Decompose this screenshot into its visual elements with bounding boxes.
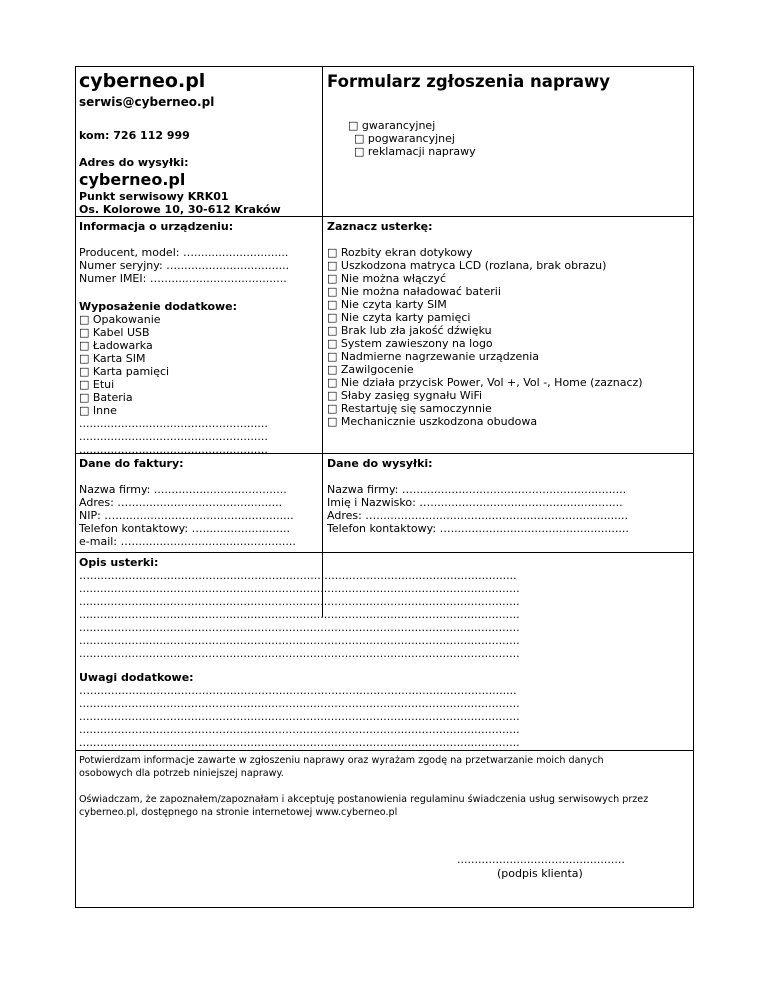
repair-form — [75, 66, 694, 908]
repair-type-option[interactable] — [354, 132, 455, 145]
checkbox-item[interactable]: □ Rozbity ekran dotykowy — [327, 246, 473, 259]
option-label: gwarancyjnej — [361, 119, 436, 132]
checkbox-item[interactable]: □ Bateria — [79, 391, 133, 404]
section-title: Uwagi dodatkowe: — [79, 671, 194, 684]
checkbox-item[interactable]: □ Uszkodzona matryca LCD (rozlana, brak obrazu) — [327, 259, 607, 272]
brand-name: cyberneo.pl — [79, 70, 206, 92]
blank-line[interactable]: .............................................................................................................................. — [79, 697, 520, 710]
section-title: Dane do faktury: — [79, 457, 184, 470]
checkbox-item[interactable]: □ Nie można włączyć — [327, 272, 447, 285]
checkbox-item[interactable]: □ System zawieszony na logo — [327, 337, 493, 350]
field-line[interactable]: e-mail: …............................................... — [79, 535, 296, 548]
option-label: pogwarancyjnej — [367, 132, 455, 145]
shipping-address-label: Adres do wysyłki: — [79, 156, 189, 169]
field-line[interactable]: Numer IMEI: ….................................... — [79, 272, 287, 285]
field-line[interactable]: Nazwa firmy: ...................................... — [79, 483, 287, 496]
repair-type-option[interactable] — [354, 145, 476, 158]
checkbox-item[interactable]: □ Opakowanie — [79, 313, 161, 326]
checkbox-item[interactable]: □ Kabel USB — [79, 326, 150, 339]
repair-type-options — [327, 106, 692, 171]
company-block — [79, 70, 319, 216]
fault-description-section — [79, 556, 691, 660]
divider — [76, 750, 693, 751]
divider — [322, 67, 323, 216]
checkbox-item[interactable]: □ Karta SIM — [79, 352, 146, 365]
checkbox-item[interactable]: □ Ładowarka — [79, 339, 153, 352]
checkbox[interactable]: □ — [353, 145, 365, 158]
blank-line[interactable]: .............................................................................................................................. — [79, 736, 520, 749]
option-label: reklamacji naprawy — [367, 145, 476, 158]
shipping-section — [327, 457, 691, 535]
form-title-block — [327, 72, 692, 171]
signature-label: (podpis klienta) — [497, 867, 583, 880]
section-title: Informacja o urządzeniu: — [79, 220, 234, 233]
blank-line[interactable]: .............................................................................................................................. — [79, 608, 520, 621]
blank-line[interactable]: ...................................................... — [79, 443, 268, 456]
faults-section — [327, 220, 692, 428]
blank-line[interactable]: .............................................................................................................................. — [79, 582, 520, 595]
field-line[interactable]: Imię i Nazwisko: …....................................................... — [327, 496, 623, 509]
checkbox-item[interactable]: □ Słaby zasięg sygnału WiFi — [327, 389, 483, 402]
checkbox-item[interactable]: □ Nie czyta karty SIM — [327, 298, 447, 311]
blank-line[interactable]: .............................................................................................................................. — [79, 647, 520, 660]
notes-section — [79, 671, 691, 749]
checkbox-item[interactable]: □ Brak lub zła jakość dźwięku — [327, 324, 492, 337]
blank-line[interactable]: .............................................................................................................................. — [79, 710, 520, 723]
checkbox-item[interactable]: □ Mechanicznie uszkodzona obudowa — [327, 415, 538, 428]
section-title: Zaznacz usterkę: — [327, 220, 433, 233]
invoice-section — [79, 457, 319, 548]
accessories-title: Wyposażenie dodatkowe: — [79, 300, 238, 313]
consent-text: Potwierdzam informacje zawarte w zgłoszeniu naprawy oraz wyrażam zgodę na przetwarzanie moich danych osobowych dla potrzeb niniejszej naprawy. — [79, 755, 604, 779]
field-line[interactable]: Telefon kontaktowy: …......................... — [79, 522, 290, 535]
section-title: Opis usterki: — [79, 556, 159, 569]
checkbox-item[interactable]: □ Etui — [79, 378, 115, 391]
checkbox-item[interactable]: □ Zawilgocenie — [327, 363, 414, 376]
company-email: serwis@cyberneo.pl — [79, 95, 215, 109]
field-line[interactable]: Producent, model: …........................... — [79, 246, 289, 259]
blank-line[interactable]: .............................................................................................................................. — [79, 621, 520, 634]
company-phone: kom: 726 112 999 — [79, 129, 190, 142]
declaration-text: Oświadczam, że zapoznałem/zapoznałam i akceptuję postanowienia regulaminu świadczenia usług serwisowych przez cyberneo.pl, dostępnego na stronie internetowej www.cyberneo.pl — [79, 794, 649, 818]
blank-line[interactable]: ...................................................... — [79, 430, 268, 443]
checkbox-item[interactable]: □ Nadmierne nagrzewanie urządzenia — [327, 350, 540, 363]
field-line[interactable]: Nazwa firmy: …............................................................. — [327, 483, 627, 496]
field-line[interactable]: Adres: …............................................ — [79, 496, 283, 509]
divider — [76, 552, 693, 553]
checkbox[interactable]: □ — [353, 132, 365, 145]
checkbox-item[interactable]: □ Nie można naładować baterii — [327, 285, 501, 298]
checkbox-item[interactable]: □ Karta pamięci — [79, 365, 170, 378]
blank-line[interactable]: ...................................................... — [79, 417, 268, 430]
field-line[interactable]: Numer seryjny: …................................ — [79, 259, 290, 272]
checkbox-item[interactable]: □ Inne — [79, 404, 117, 417]
repair-type-option[interactable] — [348, 119, 435, 132]
shipping-address-line: Punkt serwisowy KRK01 — [79, 190, 229, 203]
checkbox-item[interactable]: □ Nie czyta karty pamięci — [327, 311, 471, 324]
shipping-brand: cyberneo.pl — [79, 170, 186, 189]
section-title: Dane do wysyłki: — [327, 457, 433, 470]
checkbox-item[interactable]: □ Restartuję się samoczynnie — [327, 402, 492, 415]
field-line[interactable]: Telefon kontaktowy: …................................................... — [327, 522, 629, 535]
checkbox[interactable]: □ — [347, 119, 359, 132]
device-info-section — [79, 220, 319, 456]
footer-section — [79, 754, 679, 819]
field-line[interactable]: Adres: …........................................................................ — [327, 509, 629, 522]
blank-line[interactable]: .............................................................................................................................. — [79, 634, 520, 647]
signature-line[interactable]: ................................................ — [457, 853, 625, 866]
checkbox-item[interactable]: □ Nie działa przycisk Power, Vol +, Vol -, Home (zaznacz) — [327, 376, 643, 389]
blank-line[interactable]: ….......................................................................................................................... — [79, 569, 517, 582]
blank-line[interactable]: .............................................................................................................................. — [79, 723, 520, 736]
blank-line[interactable]: .............................................................................................................................. — [79, 595, 520, 608]
divider — [76, 216, 693, 217]
form-title: Formularz zgłoszenia naprawy — [327, 72, 611, 91]
field-line[interactable]: NIP: …................................................... — [79, 509, 294, 522]
shipping-address-line: Os. Kolorowe 10, 30-612 Kraków — [79, 203, 281, 216]
blank-line[interactable]: ….......................................................................................................................... — [79, 684, 517, 697]
